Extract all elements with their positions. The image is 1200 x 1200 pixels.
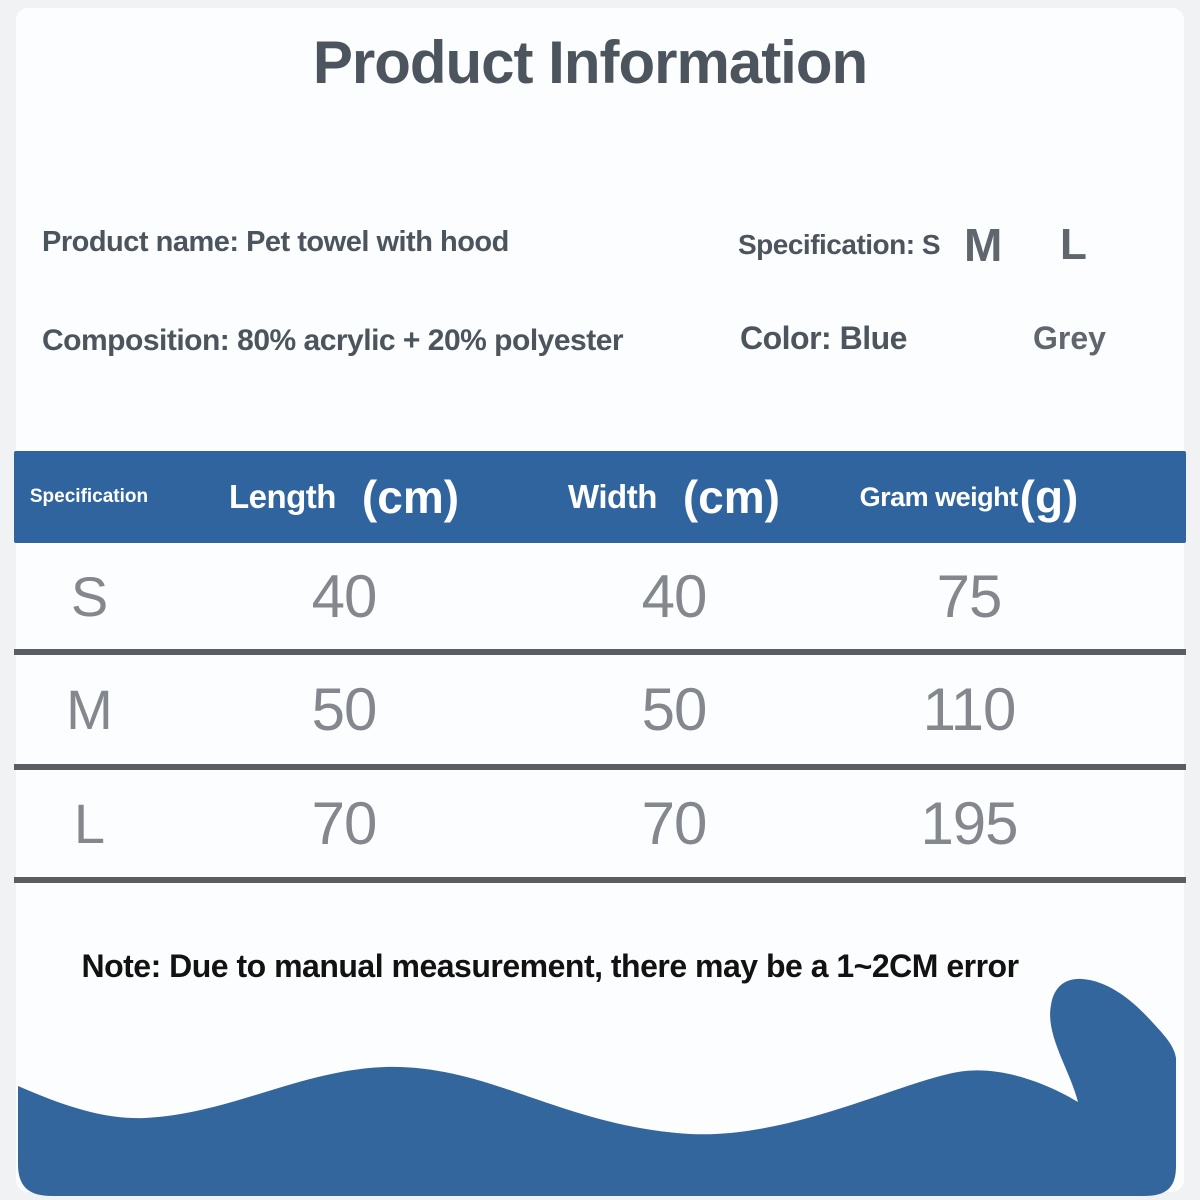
header-cell-specification (14, 486, 164, 508)
table-row-s (14, 543, 1186, 655)
header-gram-label: Gram weight (859, 481, 1018, 512)
header-width-label: Width (568, 478, 657, 515)
size-table-body (14, 543, 1186, 883)
table-row-l (14, 770, 1186, 883)
size-option-l: L (1060, 220, 1087, 269)
product-name-text: Product name: Pet towel with hood (42, 226, 509, 258)
size-option-m: M (964, 219, 1003, 271)
row-m-gram: 110 (922, 676, 1016, 743)
header-specification-label: Specification (29, 486, 149, 507)
row-m-length: 50 (311, 676, 377, 743)
header-gram-unit: (g) (1019, 471, 1079, 523)
row-s-width: 40 (641, 562, 707, 630)
page-title: Product Information (312, 29, 868, 96)
header-length-label: Length (228, 478, 336, 515)
header-cell-width (524, 470, 824, 524)
specification-text: Specification: S (738, 229, 941, 260)
table-row-m (14, 655, 1186, 770)
header-cell-gram-weight (824, 470, 1114, 524)
row-l-spec: L (73, 792, 105, 855)
header-cell-length (164, 470, 524, 524)
row-l-length: 70 (311, 790, 377, 857)
row-s-gram: 75 (936, 562, 1002, 630)
size-table-header (14, 451, 1186, 543)
color-text: Color: Blue (740, 320, 907, 356)
wave-path (18, 979, 1176, 1196)
row-m-width: 50 (641, 676, 707, 743)
row-l-gram: 195 (920, 790, 1018, 857)
row-l-width: 70 (641, 790, 707, 857)
wave-decoration-shape (0, 950, 1200, 1200)
header-length-unit: (cm) (361, 471, 460, 523)
header-width-unit: (cm) (682, 471, 780, 523)
row-s-length: 40 (311, 562, 377, 630)
row-s-spec: S (70, 564, 108, 628)
color-option-grey: Grey (1033, 320, 1106, 356)
row-m-spec: M (66, 678, 112, 741)
measurement-note-text: Note: Due to manual measurement, there may be a 1~2CM error (81, 948, 1019, 984)
composition-text: Composition: 80% acrylic + 20% polyester (42, 324, 624, 357)
